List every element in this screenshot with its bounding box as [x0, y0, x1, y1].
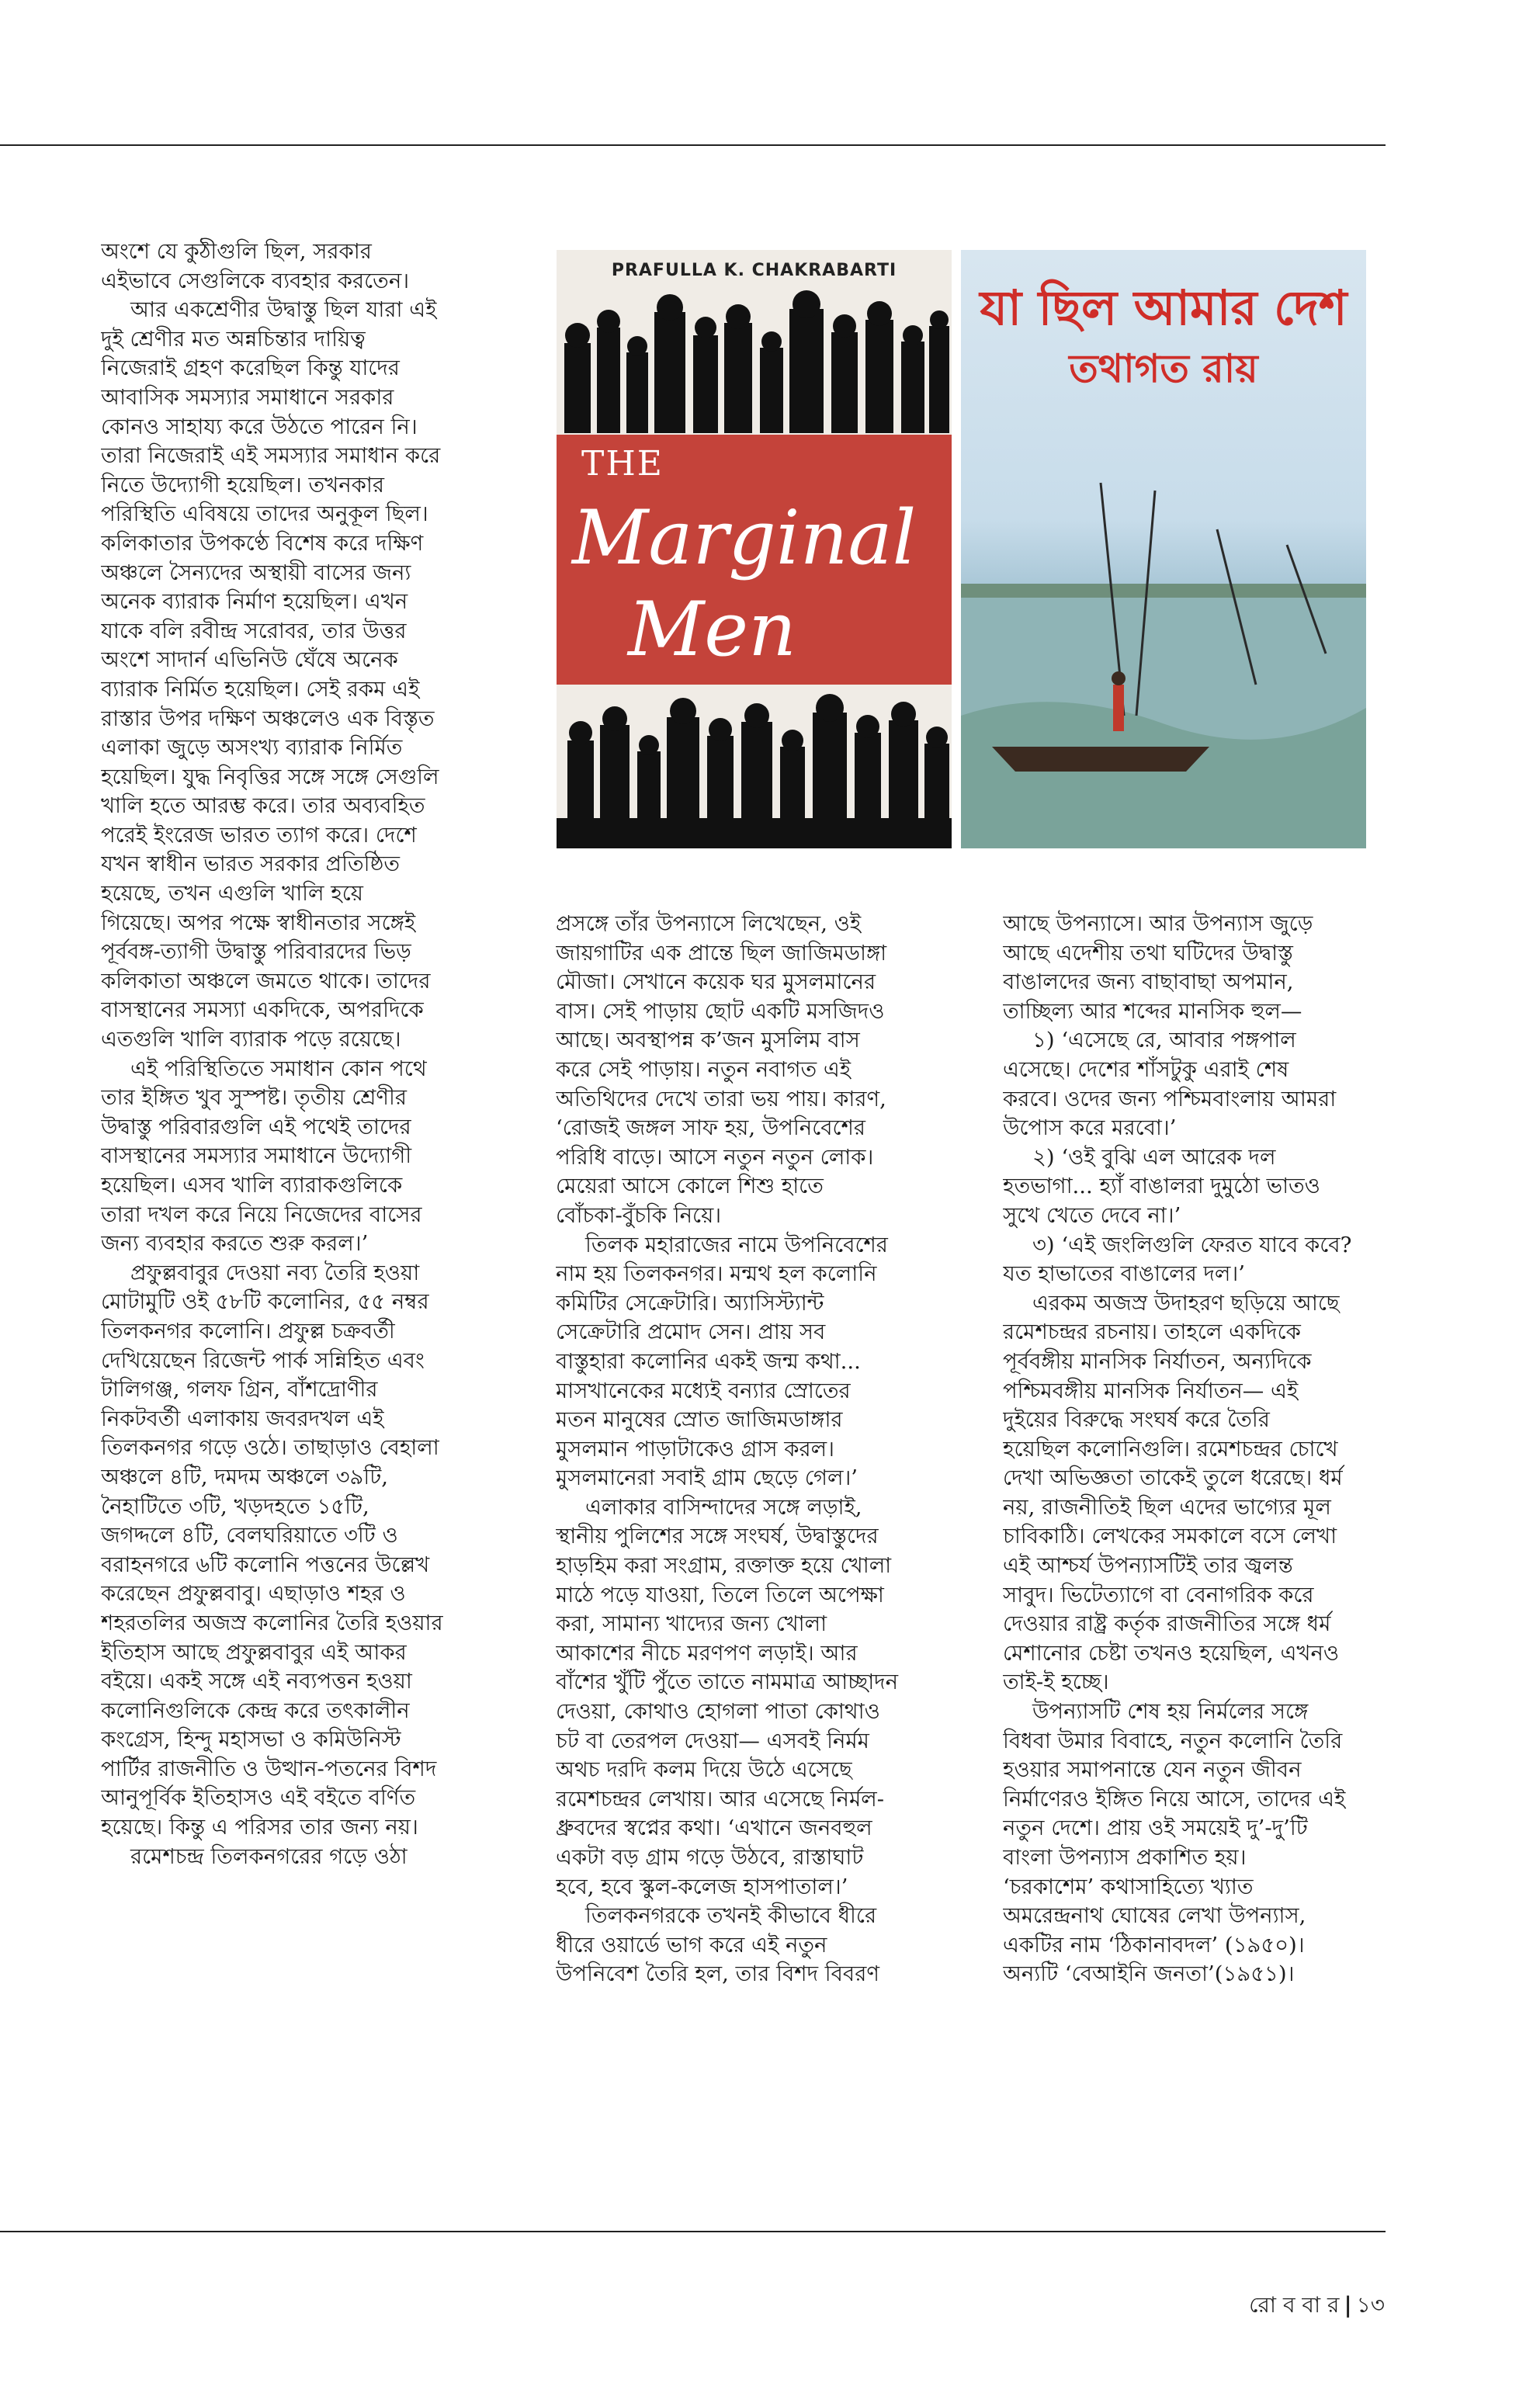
text-line: কলোনিগুলিকে কেন্দ্র করে তৎকালীন [101, 1698, 410, 1723]
text-line: আছে। অবস্থাপন্ন ক’জন মুসলিম বাস [556, 1028, 860, 1053]
text-line: সেক্রেটারি প্রমোদ সেন। প্রায় সব [556, 1320, 826, 1345]
text-line: হয়েছিল কলোনিগুলি। রমেশচন্দ্রর চোখে [1003, 1436, 1338, 1462]
book1-title-line2: Men [628, 586, 796, 673]
text-line: সুখে খেতে দেবে না।’ [1003, 1202, 1181, 1228]
text-line: সাবুদ। ভিটেত্যাগে বা বেনাগরিক করে [1003, 1582, 1314, 1607]
text-line: মৌজা। সেখানে কয়েক ঘর মুসলমানের [556, 969, 876, 995]
text-line: কোনও সাহায্য করে উঠতে পারেন নি। [101, 414, 418, 439]
text-line: বাসস্থানের সমস্যার সমাধানে উদ্যোগী [101, 1143, 412, 1169]
text-line: নয়, রাজনীতিই ছিল এদের ভাগ্যের মূল [1003, 1494, 1331, 1520]
text-line: রমেশচন্দ্রর রচনায়। তাহলে একদিকে [1003, 1320, 1301, 1345]
text-line: এইভাবে সেগুলিকে ব্যবহার করতেন। [101, 268, 410, 293]
text-line: রাস্তার উপর দক্ষিণ অঞ্চলেও এক বিস্তৃত [101, 706, 435, 731]
text-line: ৩) ‘এই জংলিগুলি ফেরত যাবে কবে? [1032, 1232, 1352, 1257]
text-line: উপনিবেশ তৈরি হল, তার বিশদ বিবরণ [556, 1961, 879, 1987]
book2-author: তথাগত রায় [1069, 346, 1258, 391]
text-line: তিলকনগর কলোনি। প্রফুল্ল চক্রবর্তী [101, 1318, 395, 1344]
text-line: যত হাভাতের বাঙালের দল।’ [1003, 1261, 1246, 1287]
text-line: আর একশ্রেণীর উদ্বাস্তু ছিল যারা এই [130, 297, 437, 323]
page-number: ১৩ [1356, 2292, 1385, 2318]
text-line: নিজেরাই গ্রহণ করেছিল কিন্তু যাদের [101, 355, 400, 381]
text-line: প্রফুল্লবাবুর দেওয়া নব্য তৈরি হওয়া [130, 1260, 420, 1285]
text-line: পূর্ববঙ্গ-ত্যাগী উদ্বাস্তু পরিবারদের ভিড় [101, 939, 411, 965]
text-line: এলাকা জুড়ে অসংখ্য ব্যারাক নির্মিত [101, 735, 403, 761]
text-line: তারা দখল করে নিয়ে নিজেদের বাসের [101, 1202, 422, 1227]
text-line: আছে এদেশীয় তথা ঘটিদের উদ্বাস্তু [1003, 940, 1293, 966]
text-line: দেখিয়েছেন রিজেন্ট পার্ক সন্নিহিত এবং [101, 1347, 425, 1373]
text-line: উদ্বাস্তু পরিবারগুলি এই পথেই তাদের [101, 1114, 411, 1139]
text-line: টালিগঞ্জ, গলফ গ্রিন, বাঁশদ্রোণীর [101, 1377, 378, 1403]
text-line: মেয়েরা আসে কোলে শিশু হাতে [556, 1174, 824, 1199]
text-line: তাচ্ছিল্য আর শব্দের মানসিক হুল— [1003, 998, 1302, 1024]
text-line: এরকম অজস্র উদাহরণ ছড়িয়ে আছে [1032, 1290, 1340, 1316]
text-line: মাঠে পড়ে যাওয়া, তিলে তিলে অপেক্ষা [556, 1582, 884, 1607]
text-line: মাসখানেকের মধ্যেই বন্যার স্রোতের [556, 1378, 851, 1403]
text-line: চট বা তেরপল দেওয়া— এসবই নির্মম [556, 1728, 869, 1753]
text-line: নতুন দেশে। প্রায় ওই সময়েই দু’-দু’টি [1003, 1816, 1308, 1841]
text-line: মুসলমানেরা সবাই গ্রাম ছেড়ে গেল।’ [556, 1465, 858, 1491]
text-line: পরিধি বাড়ে। আসে নতুন নতুন লোক। [556, 1144, 874, 1170]
book-cover-ja-chhilo-amar-desh [961, 250, 1366, 848]
text-line: কংগ্রেস, হিন্দু মহাসভা ও কমিউনিস্ট [101, 1727, 401, 1753]
text-line: তারা নিজেরাই এই সমস্যার সমাধান করে [101, 443, 441, 469]
text-line: নিকটবর্তী এলাকায় জবরদখল এই [101, 1406, 384, 1431]
text-line: যাকে বলি রবীন্দ্র সরোবর, তার উত্তর [101, 618, 407, 643]
text-line: গিয়েছে। অপর পক্ষে স্বাধীনতার সঙ্গেই [101, 910, 416, 935]
text-line: অনেক ব্যারাক নির্মাণ হয়েছিল। এখন [101, 589, 408, 615]
text-line: হতভাগা... হ্যাঁ বাঙালরা দুমুঠো ভাতও [1003, 1174, 1320, 1199]
text-line: বাংলা উপন্যাস প্রকাশিত হয়। [1003, 1845, 1247, 1870]
text-line: অঞ্চলে সৈন্যদের অস্থায়ী বাসের জন্য [101, 560, 411, 585]
top-rule [0, 144, 1386, 146]
text-line: হয়েছিল। যুদ্ধ নিবৃত্তির সঙ্গে সঙ্গে সেগুলি [101, 764, 439, 789]
text-line: তাই-ই হচ্ছে। [1003, 1670, 1109, 1695]
text-line: কলিকাতার উপকণ্ঠে বিশেষ করে দক্ষিণ [101, 530, 424, 556]
text-line: নাম হয় তিলকনগর। মন্মথ হল কলোনি [556, 1261, 877, 1287]
text-line: নির্মাণেরও ইঙ্গিত নিয়ে আসে, তাদের এই [1003, 1786, 1346, 1812]
article-column-2 [556, 910, 952, 1989]
article-column-1 [101, 238, 520, 1871]
text-line: এতগুলি খালি ব্যারাক পড়ে রয়েছে। [101, 1027, 401, 1053]
text-line: তিলকনগর গড়ে ওঠে। তাছাড়াও বেহালা [101, 1435, 439, 1461]
text-line: স্থানীয় পুলিশের সঙ্গে সংঘর্ষ, উদ্বাস্তুদের [556, 1524, 879, 1549]
text-line: বাসস্থানের সমস্যা একদিকে, অপরদিকে [101, 997, 424, 1023]
text-line: দুই শ্রেণীর মত অন্নচিন্তার দায়িত্ব [101, 326, 366, 352]
book-cover-marginal-men [557, 250, 952, 848]
text-line: দেখা অভিজ্ঞতা তাকেই তুলে ধরেছে। ধর্ম [1003, 1465, 1343, 1491]
footer-separator: | [1344, 2292, 1352, 2318]
text-line: তিলক মহারাজের নামে উপনিবেশের [585, 1232, 888, 1257]
text-line: ধ্রুবদের স্বপ্নের কথা। ‘এখানে জনবহুল [556, 1816, 872, 1841]
text-line: একটির নাম ‘ঠিকানাবদল’ (১৯৫০)। [1003, 1932, 1305, 1958]
text-line: ব্যারাক নির্মিত হয়েছিল। সেই রকম এই [101, 676, 420, 702]
text-line: দুইয়ের বিরুদ্ধে সংঘর্ষ করে তৈরি [1003, 1407, 1270, 1433]
text-line: পরেই ইংরেজ ভারত ত্যাগ করে। দেশে [101, 822, 417, 848]
text-line: দেওয়া, কোথাও হোগলা পাতা কোথাও [556, 1699, 880, 1725]
text-line: দেওয়ার রাষ্ট্র কর্তৃক রাজনীতির সঙ্গে ধর্ম [1003, 1611, 1331, 1637]
text-line: আছে উপন্যাসে। আর উপন্যাস জুড়ে [1003, 911, 1313, 936]
text-line: তিলকনগরকে তখনই কীভাবে ধীরে [585, 1903, 877, 1929]
text-line: রমেশচন্দ্রর লেখায়। আর এসেছে নির্মল- [556, 1786, 884, 1812]
book1-author: PRAFULLA K. CHAKRABARTI [611, 261, 897, 280]
text-line: চাবিকাঠি। লেখকের সমকালে বসে লেখা [1003, 1524, 1337, 1549]
book1-title-line1: Marginal [572, 494, 917, 581]
text-line: করেছেন প্রফুল্লবাবু। এছাড়াও শহর ও [101, 1581, 406, 1607]
text-line: ইতিহাস আছে প্রফুল্লবাবুর এই আকর [101, 1639, 407, 1665]
text-line: ২) ‘ওই বুঝি এল আরেক দল [1032, 1144, 1276, 1170]
text-line: পরিস্থিতি এবিষয়ে তাদের অনুকূল ছিল। [101, 501, 428, 527]
text-line: বাস। সেই পাড়ায় ছোট একটি মসজিদও [556, 998, 885, 1024]
text-line: কমিটির সেক্রেটারি। অ্যাসিস্ট্যান্ট [556, 1290, 824, 1316]
text-line: প্রসঙ্গে তাঁর উপন্যাসে লিখেছেন, ওই [556, 911, 862, 936]
text-line: এই পরিস্থিতিতে সমাধান কোন পথে [130, 1056, 427, 1081]
text-line: হয়েছে। কিন্তু এ পরিসর তার জন্য নয়। [101, 1815, 418, 1840]
crowd-silhouette-top [557, 281, 952, 433]
text-line: উপোস করে মরবো।’ [1003, 1115, 1177, 1141]
text-line: ‘রোজই জঙ্গল সাফ হয়, উপনিবেশের [556, 1115, 866, 1141]
text-line: পূর্ববঙ্গীয় মানসিক নির্যাতন, অন্যদিকে [1003, 1348, 1312, 1374]
text-line: অতিথিদের দেখে তারা ভয় পায়। কারণ, [556, 1086, 886, 1112]
crowd-silhouette-bottom [557, 686, 952, 848]
text-line: অমরেন্দ্রনাথ ঘোষের লেখা উপন্যাস, [1003, 1903, 1306, 1929]
text-line: মতন মানুষের স্রোত জাজিমডাঙ্গার [556, 1407, 843, 1433]
text-line: আকাশের নীচে মরণপণ লড়াই। আর [556, 1640, 858, 1666]
publication-name: রো ব বা র [1249, 2292, 1340, 2318]
text-line: রমেশচন্দ্র তিলকনগরের গড়ে ওঠা [130, 1843, 408, 1869]
text-line: জগদ্দলে ৪টি, বেলঘরিয়াতে ৩টি ও [101, 1523, 398, 1549]
text-line: পার্টির রাজনীতি ও উত্থান-পতনের বিশদ [101, 1756, 437, 1781]
page-footer [1249, 2288, 1385, 2325]
text-line: পশ্চিমবঙ্গীয় মানসিক নির্যাতন— এই [1003, 1378, 1299, 1403]
text-line: অথচ দরদি কলম দিয়ে উঠে এসেছে [556, 1757, 852, 1783]
text-line: তার ইঙ্গিত খুব সুস্পষ্ট। তৃতীয় শ্রেণীর [101, 1085, 407, 1111]
text-line: ধীরে ওয়ার্ডে ভাগ করে এই নতুন [556, 1932, 827, 1958]
text-line: করবে। ওদের জন্য পশ্চিমবাংলায় আমরা [1003, 1086, 1337, 1112]
text-line: বিধবা উমার বিবাহে, নতুন কলোনি তৈরি [1003, 1728, 1343, 1753]
text-line: শহরতলির অজস্র কলোনির তৈরি হওয়ার [101, 1610, 443, 1635]
text-line: মুসলমান পাড়াটাকেও গ্রাস করল। [556, 1436, 834, 1462]
bottom-rule [0, 2231, 1386, 2232]
text-line: বইয়ে। একই সঙ্গে এই নব্যপত্তন হওয়া [101, 1669, 412, 1694]
text-line: অন্যটি ‘বেআইনি জনতা’(১৯৫১)। [1003, 1961, 1295, 1987]
text-line: এলাকার বাসিন্দাদের সঙ্গে লড়াই, [585, 1494, 862, 1520]
text-line: কলিকাতা অঞ্চলে জমতে থাকে। তাদের [101, 968, 431, 994]
text-line: আনুপূর্বিক ইতিহাসও এই বইতে বর্ণিত [101, 1785, 416, 1811]
text-line: উপন্যাসটি শেষ হয় নির্মলের সঙ্গে [1032, 1699, 1309, 1725]
text-line: জন্য ব্যবহার করতে শুরু করল।’ [101, 1231, 369, 1257]
text-line: হওয়ার সমাপনান্তে যেন নতুন জীবন [1003, 1757, 1302, 1783]
text-line: এসেছে। দেশের শাঁসটুকু এরাই শেষ [1003, 1056, 1289, 1082]
text-line: নৈহাটিতে ৩টি, খড়দহতে ১৫টি, [101, 1493, 369, 1519]
text-line: হবে, হবে স্কুল-কলেজ হাসপাতাল।’ [556, 1874, 848, 1899]
text-line: ‘চরকাশেম’ কথাসাহিত্যে খ্যাত [1003, 1874, 1254, 1899]
text-line: যখন স্বাধীন ভারত সরকার প্রতিষ্ঠিত [101, 851, 400, 877]
article-column-3 [1003, 910, 1414, 1989]
text-line: বাস্তুহারা কলোনির একই জন্ম কথা... [556, 1348, 861, 1374]
text-line: হাড়হিম করা সংগ্রাম, রক্তাক্ত হয়ে খোলা [556, 1553, 892, 1579]
text-line: নিতে উদ্যোগী হয়েছিল। তখনকার [101, 472, 384, 498]
text-line: বাঙালদের জন্য বাছাবাছা অপমান, [1003, 969, 1294, 995]
text-line: একটা বড় গ্রাম গড়ে উঠবে, রাস্তাঘাট [556, 1845, 864, 1870]
text-line: এই আশ্চর্য উপন্যাসটিই তার জ্বলন্ত [1003, 1553, 1293, 1579]
text-line: হয়েছিল। এসব খালি ব্যারাকগুলিকে [101, 1173, 403, 1198]
book1-title-the: THE [581, 444, 664, 484]
text-line: অঞ্চলে ৪টি, দমদম অঞ্চলে ৩৯টি, [101, 1464, 388, 1490]
text-line: বরাহনগরে ৬টি কলোনি পত্তনের উল্লেখ [101, 1552, 430, 1577]
text-line: করা, সামান্য খাদ্যের জন্য খোলা [556, 1611, 827, 1637]
text-line: করে সেই পাড়ায়। নতুন নবাগত এই [556, 1056, 852, 1082]
text-line: ১) ‘এসেছে রে, আবার পঙ্গপাল [1032, 1028, 1296, 1053]
book2-title: যা ছিল আমার দেশ [980, 279, 1348, 336]
text-line: হয়েছে, তখন এগুলি খালি হয়ে [101, 881, 363, 907]
text-line: বাঁশের খুঁটি পুঁতে তাতে নামমাত্র আচ্ছাদন [556, 1670, 899, 1695]
text-line: অংশে সাদার্ন এভিনিউ ঘেঁষে অনেক [101, 647, 398, 673]
text-line: জায়গাটির এক প্রান্তে ছিল জাজিমডাঙ্গা [556, 940, 887, 966]
book1-title [572, 492, 916, 675]
text-line: অংশে যে কুঠীগুলি ছিল, সরকার [101, 239, 372, 264]
text-line: আবাসিক সমস্যার সমাধানে সরকার [101, 384, 394, 410]
text-line: বোঁচকা-বুঁচকি নিয়ে। [556, 1202, 722, 1228]
text-line: মোটামুটি ওই ৫৮টি কলোনির, ৫৫ নম্বর [101, 1289, 429, 1315]
text-line: খালি হতে আরম্ভ করে। তার অব্যবহিত [101, 793, 425, 819]
text-line: মেশানোর চেষ্টা তখনও হয়েছিল, এখনও [1003, 1640, 1340, 1666]
